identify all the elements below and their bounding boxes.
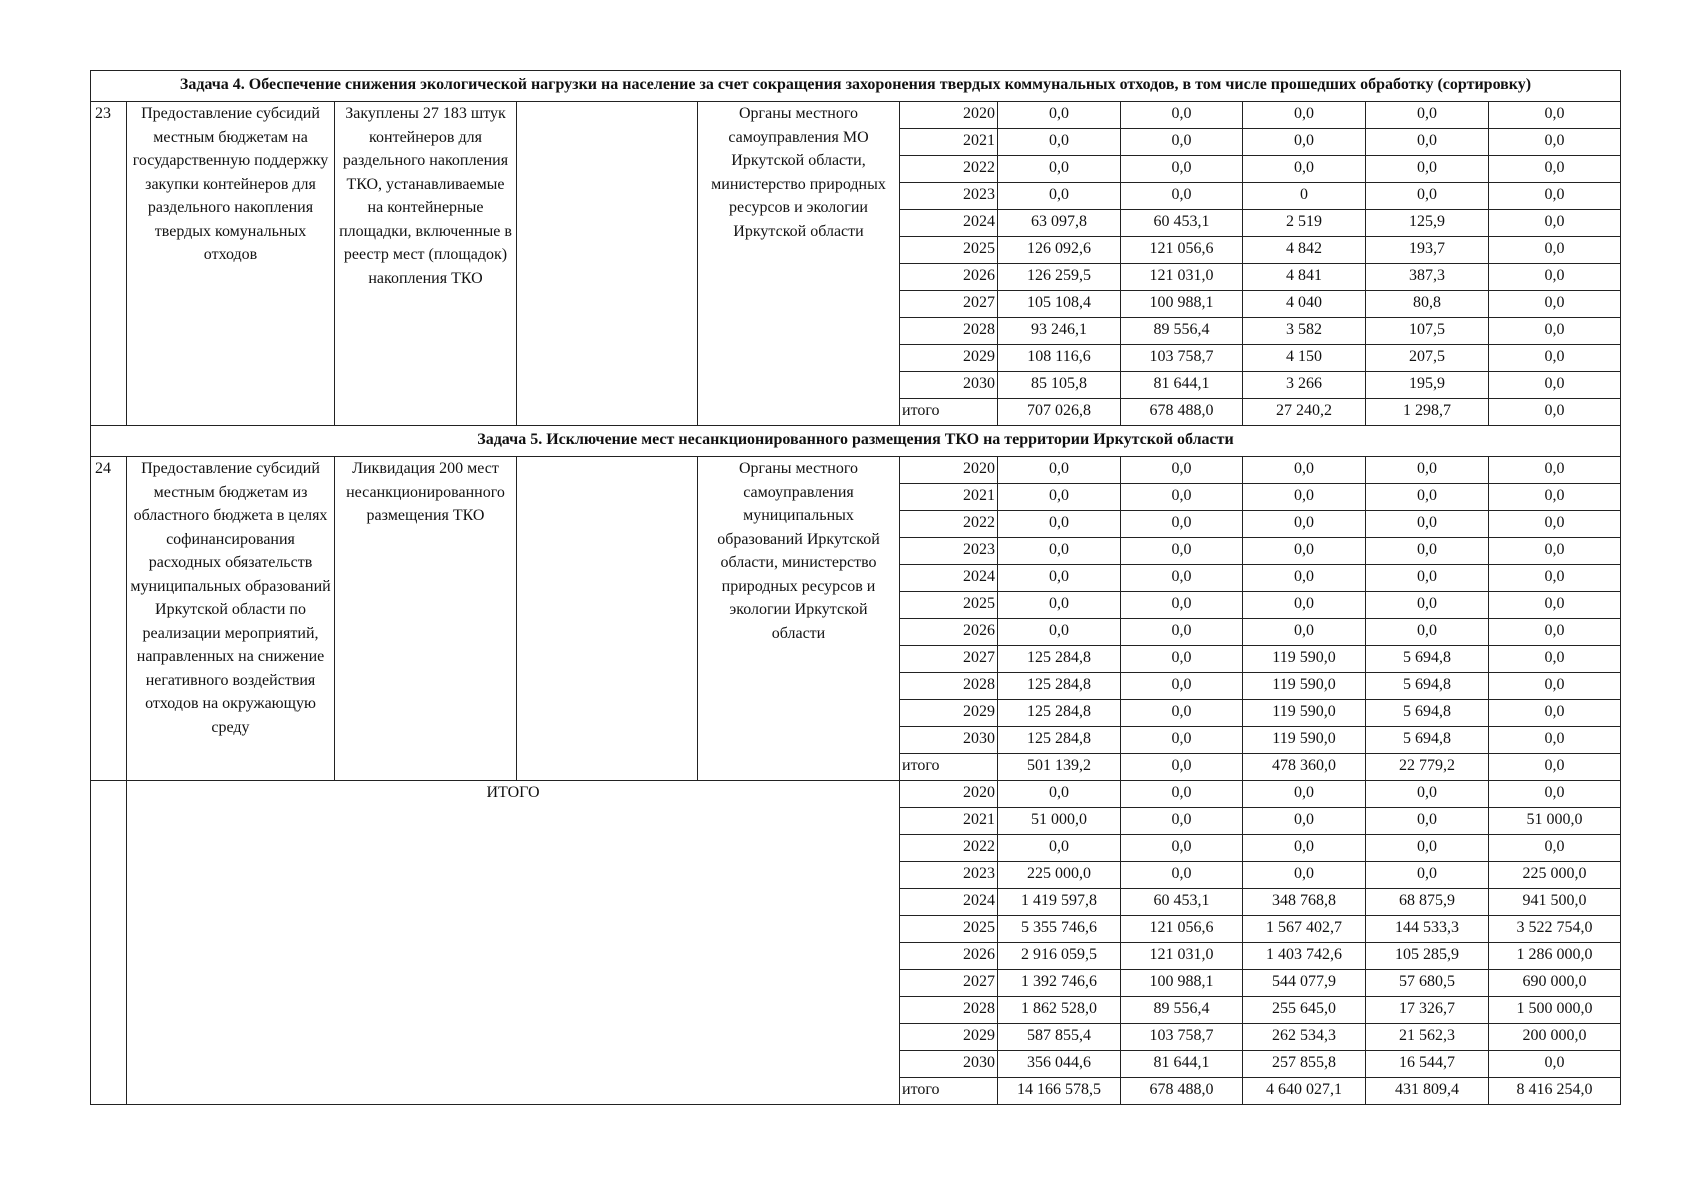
value-cell: 0,0 bbox=[1121, 102, 1243, 129]
value-cell: 1 403 742,6 bbox=[1243, 943, 1366, 970]
measure-result: Ликвидация 200 мест несанкционированного размещения ТКО bbox=[335, 457, 517, 781]
value-cell: 81 644,1 bbox=[1121, 1051, 1243, 1078]
year-cell: 2026 bbox=[900, 943, 998, 970]
year-cell: 2024 bbox=[900, 889, 998, 916]
value-cell: 0,0 bbox=[1243, 129, 1366, 156]
year-cell: 2021 bbox=[900, 129, 998, 156]
task5-title: Задача 5. Исключение мест несанкционированного размещения ТКО на территории Иркутской области bbox=[91, 426, 1621, 457]
year-cell: 2026 bbox=[900, 264, 998, 291]
value-cell: 0 bbox=[1243, 183, 1366, 210]
value-cell: 478 360,0 bbox=[1243, 754, 1366, 781]
value-cell: 1 500 000,0 bbox=[1489, 997, 1621, 1024]
value-cell: 0,0 bbox=[1489, 237, 1621, 264]
value-cell: 4 040 bbox=[1243, 291, 1366, 318]
measure-executor: Органы местного самоуправления МО Иркутской области, министерство природных ресурсов и экологии Иркутской области bbox=[698, 102, 900, 426]
value-cell: 89 556,4 bbox=[1121, 997, 1243, 1024]
value-cell: 126 259,5 bbox=[998, 264, 1121, 291]
year-cell: 2027 bbox=[900, 970, 998, 997]
value-cell: 262 534,3 bbox=[1243, 1024, 1366, 1051]
value-cell: 0,0 bbox=[1121, 727, 1243, 754]
value-cell: 121 031,0 bbox=[1121, 264, 1243, 291]
value-cell: 17 326,7 bbox=[1366, 997, 1489, 1024]
value-cell: 0,0 bbox=[1489, 538, 1621, 565]
value-cell: 16 544,7 bbox=[1366, 1051, 1489, 1078]
value-cell: 2 916 059,5 bbox=[998, 943, 1121, 970]
value-cell: 125 284,8 bbox=[998, 700, 1121, 727]
value-cell: 200 000,0 bbox=[1489, 1024, 1621, 1051]
value-cell: 0,0 bbox=[1121, 592, 1243, 619]
year-cell: 2024 bbox=[900, 565, 998, 592]
value-cell: 0,0 bbox=[998, 457, 1121, 484]
value-cell: 105 285,9 bbox=[1366, 943, 1489, 970]
value-cell: 678 488,0 bbox=[1121, 399, 1243, 426]
value-cell: 257 855,8 bbox=[1243, 1051, 1366, 1078]
value-cell: 0,0 bbox=[1489, 457, 1621, 484]
value-cell: 125 284,8 bbox=[998, 673, 1121, 700]
value-cell: 0,0 bbox=[1121, 808, 1243, 835]
year-cell: 2029 bbox=[900, 345, 998, 372]
table-body bbox=[91, 71, 1621, 1105]
value-cell: 1 862 528,0 bbox=[998, 997, 1121, 1024]
value-cell: 0,0 bbox=[1121, 156, 1243, 183]
year-cell: 2026 bbox=[900, 619, 998, 646]
value-cell: 0,0 bbox=[1121, 565, 1243, 592]
value-cell: 100 988,1 bbox=[1121, 291, 1243, 318]
value-cell: 387,3 bbox=[1366, 264, 1489, 291]
value-cell: 0,0 bbox=[1489, 291, 1621, 318]
value-cell: 80,8 bbox=[1366, 291, 1489, 318]
value-cell: 0,0 bbox=[1121, 781, 1243, 808]
value-cell: 225 000,0 bbox=[1489, 862, 1621, 889]
year-cell: 2025 bbox=[900, 237, 998, 264]
year-cell: 2029 bbox=[900, 700, 998, 727]
value-cell: 68 875,9 bbox=[1366, 889, 1489, 916]
value-cell: 587 855,4 bbox=[998, 1024, 1121, 1051]
year-cell: 2027 bbox=[900, 646, 998, 673]
value-cell: 0,0 bbox=[1121, 511, 1243, 538]
value-cell: 225 000,0 bbox=[998, 862, 1121, 889]
value-cell: 0,0 bbox=[1121, 484, 1243, 511]
value-cell: 121 056,6 bbox=[1121, 916, 1243, 943]
year-cell: 2028 bbox=[900, 673, 998, 700]
value-cell: 0,0 bbox=[1489, 484, 1621, 511]
value-cell: 89 556,4 bbox=[1121, 318, 1243, 345]
value-cell: 0,0 bbox=[1243, 781, 1366, 808]
value-cell: 0,0 bbox=[998, 565, 1121, 592]
year-cell: 2027 bbox=[900, 291, 998, 318]
value-cell: 0,0 bbox=[1121, 754, 1243, 781]
value-cell: 0,0 bbox=[1489, 619, 1621, 646]
value-cell: 0,0 bbox=[1366, 592, 1489, 619]
year-cell: 2021 bbox=[900, 808, 998, 835]
total-row bbox=[91, 781, 1621, 808]
value-cell: 51 000,0 bbox=[1489, 808, 1621, 835]
value-cell: 0,0 bbox=[1366, 538, 1489, 565]
value-cell: 255 645,0 bbox=[1243, 997, 1366, 1024]
value-cell: 121 056,6 bbox=[1121, 237, 1243, 264]
value-cell: 0,0 bbox=[1489, 1051, 1621, 1078]
value-cell: 0,0 bbox=[1366, 835, 1489, 862]
value-cell: 119 590,0 bbox=[1243, 646, 1366, 673]
value-cell: 5 694,8 bbox=[1366, 673, 1489, 700]
value-cell: 1 419 597,8 bbox=[998, 889, 1121, 916]
value-cell: 125 284,8 bbox=[998, 727, 1121, 754]
value-cell: 8 416 254,0 bbox=[1489, 1078, 1621, 1105]
year-cell: 2020 bbox=[900, 102, 998, 129]
value-cell: 0,0 bbox=[1243, 592, 1366, 619]
value-cell: 3 522 754,0 bbox=[1489, 916, 1621, 943]
year-cell: 2024 bbox=[900, 210, 998, 237]
value-cell: 0,0 bbox=[1366, 862, 1489, 889]
value-cell: 690 000,0 bbox=[1489, 970, 1621, 997]
value-cell: 60 453,1 bbox=[1121, 889, 1243, 916]
value-cell: 1 567 402,7 bbox=[1243, 916, 1366, 943]
value-cell: 0,0 bbox=[1121, 673, 1243, 700]
table-row bbox=[91, 102, 1621, 129]
value-cell: 0,0 bbox=[1243, 862, 1366, 889]
value-cell: 119 590,0 bbox=[1243, 673, 1366, 700]
value-cell: 678 488,0 bbox=[1121, 1078, 1243, 1105]
value-cell: 5 694,8 bbox=[1366, 646, 1489, 673]
value-cell: 0,0 bbox=[1489, 399, 1621, 426]
value-cell: 0,0 bbox=[1243, 511, 1366, 538]
year-cell: 2023 bbox=[900, 862, 998, 889]
value-cell: 0,0 bbox=[1121, 619, 1243, 646]
value-cell: 93 246,1 bbox=[998, 318, 1121, 345]
measure-name: Предоставление субсидий местным бюджетам из областного бюджета в целях софинансирования расходных обязательств муниципальных образований Иркутской области по реализации мероприятий, направленных на снижение негативного воздействия отходов на окружающую среду bbox=[127, 457, 335, 781]
year-cell: итого bbox=[900, 754, 998, 781]
value-cell: 0,0 bbox=[1366, 781, 1489, 808]
value-cell: 0,0 bbox=[1121, 457, 1243, 484]
value-cell: 0,0 bbox=[998, 781, 1121, 808]
value-cell: 0,0 bbox=[1366, 511, 1489, 538]
value-cell: 0,0 bbox=[1243, 538, 1366, 565]
value-cell: 0,0 bbox=[1489, 781, 1621, 808]
year-cell: 2021 bbox=[900, 484, 998, 511]
value-cell: 0,0 bbox=[1366, 808, 1489, 835]
year-cell: 2023 bbox=[900, 183, 998, 210]
value-cell: 0,0 bbox=[998, 835, 1121, 862]
year-cell: 2025 bbox=[900, 592, 998, 619]
value-cell: 103 758,7 bbox=[1121, 1024, 1243, 1051]
value-cell: 0,0 bbox=[1489, 102, 1621, 129]
value-cell: 0,0 bbox=[1366, 619, 1489, 646]
value-cell: 144 533,3 bbox=[1366, 916, 1489, 943]
year-cell: 2028 bbox=[900, 997, 998, 1024]
value-cell: 27 240,2 bbox=[1243, 399, 1366, 426]
value-cell: 501 139,2 bbox=[998, 754, 1121, 781]
value-cell: 0,0 bbox=[1489, 156, 1621, 183]
task4-title: Задача 4. Обеспечение снижения экологической нагрузки на население за счет сокращения захоронения твердых коммунальных отходов, в том числе прошедших обработку (сортировку) bbox=[91, 71, 1621, 102]
value-cell: 0,0 bbox=[1243, 156, 1366, 183]
value-cell: 0,0 bbox=[1366, 457, 1489, 484]
value-cell: 22 779,2 bbox=[1366, 754, 1489, 781]
value-cell: 0,0 bbox=[1121, 538, 1243, 565]
value-cell: 0,0 bbox=[1243, 102, 1366, 129]
value-cell: 0,0 bbox=[1121, 129, 1243, 156]
value-cell: 193,7 bbox=[1366, 237, 1489, 264]
value-cell: 431 809,4 bbox=[1366, 1078, 1489, 1105]
value-cell: 0,0 bbox=[1243, 835, 1366, 862]
value-cell: 81 644,1 bbox=[1121, 372, 1243, 399]
value-cell: 4 842 bbox=[1243, 237, 1366, 264]
value-cell: 4 150 bbox=[1243, 345, 1366, 372]
value-cell: 0,0 bbox=[1489, 183, 1621, 210]
year-cell: итого bbox=[900, 1078, 998, 1105]
value-cell: 0,0 bbox=[1489, 727, 1621, 754]
value-cell: 107,5 bbox=[1366, 318, 1489, 345]
value-cell: 85 105,8 bbox=[998, 372, 1121, 399]
year-cell: 2028 bbox=[900, 318, 998, 345]
value-cell: 707 026,8 bbox=[998, 399, 1121, 426]
funding-table bbox=[90, 70, 1621, 1105]
value-cell: 4 841 bbox=[1243, 264, 1366, 291]
value-cell: 100 988,1 bbox=[1121, 970, 1243, 997]
value-cell: 0,0 bbox=[1366, 129, 1489, 156]
value-cell: 103 758,7 bbox=[1121, 345, 1243, 372]
value-cell: 195,9 bbox=[1366, 372, 1489, 399]
value-cell: 0,0 bbox=[998, 156, 1121, 183]
value-cell: 0,0 bbox=[1489, 318, 1621, 345]
value-cell: 0,0 bbox=[998, 592, 1121, 619]
value-cell: 0,0 bbox=[1243, 457, 1366, 484]
value-cell: 0,0 bbox=[998, 538, 1121, 565]
year-cell: итого bbox=[900, 399, 998, 426]
empty-cell bbox=[517, 457, 698, 781]
value-cell: 0,0 bbox=[1366, 102, 1489, 129]
value-cell: 0,0 bbox=[1489, 646, 1621, 673]
year-cell: 2030 bbox=[900, 727, 998, 754]
value-cell: 0,0 bbox=[1489, 700, 1621, 727]
table-row bbox=[91, 457, 1621, 484]
value-cell: 5 355 746,6 bbox=[998, 916, 1121, 943]
year-cell: 2025 bbox=[900, 916, 998, 943]
value-cell: 4 640 027,1 bbox=[1243, 1078, 1366, 1105]
value-cell: 14 166 578,5 bbox=[998, 1078, 1121, 1105]
year-cell: 2030 bbox=[900, 1051, 998, 1078]
year-cell: 2020 bbox=[900, 457, 998, 484]
value-cell: 0,0 bbox=[1366, 183, 1489, 210]
value-cell: 1 392 746,6 bbox=[998, 970, 1121, 997]
value-cell: 0,0 bbox=[998, 511, 1121, 538]
value-cell: 0,0 bbox=[1121, 183, 1243, 210]
value-cell: 0,0 bbox=[1121, 646, 1243, 673]
value-cell: 0,0 bbox=[1489, 511, 1621, 538]
value-cell: 0,0 bbox=[1489, 592, 1621, 619]
empty-cell bbox=[517, 102, 698, 426]
value-cell: 0,0 bbox=[1243, 565, 1366, 592]
value-cell: 356 044,6 bbox=[998, 1051, 1121, 1078]
program-table-sheet bbox=[90, 70, 1621, 1105]
value-cell: 0,0 bbox=[1243, 808, 1366, 835]
value-cell: 941 500,0 bbox=[1489, 889, 1621, 916]
value-cell: 121 031,0 bbox=[1121, 943, 1243, 970]
value-cell: 0,0 bbox=[1489, 210, 1621, 237]
value-cell: 125 284,8 bbox=[998, 646, 1121, 673]
value-cell: 0,0 bbox=[1489, 565, 1621, 592]
measure-name: Предоставление субсидий местным бюджетам на государственную поддержку закупки контейнеров для раздельного накопления твердых комунальных отходов bbox=[127, 102, 335, 426]
value-cell: 63 097,8 bbox=[998, 210, 1121, 237]
task5-header-row bbox=[91, 426, 1621, 457]
value-cell: 108 116,6 bbox=[998, 345, 1121, 372]
value-cell: 21 562,3 bbox=[1366, 1024, 1489, 1051]
value-cell: 51 000,0 bbox=[998, 808, 1121, 835]
value-cell: 0,0 bbox=[1121, 835, 1243, 862]
value-cell: 0,0 bbox=[1366, 565, 1489, 592]
value-cell: 3 582 bbox=[1243, 318, 1366, 345]
value-cell: 0,0 bbox=[1366, 484, 1489, 511]
value-cell: 0,0 bbox=[1121, 862, 1243, 889]
value-cell: 0,0 bbox=[1489, 372, 1621, 399]
year-cell: 2029 bbox=[900, 1024, 998, 1051]
total-label: ИТОГО bbox=[127, 781, 900, 1105]
value-cell: 0,0 bbox=[998, 484, 1121, 511]
measure-result: Закуплены 27 183 штук контейнеров для раздельного накопления ТКО, устанавливаемые на контейнерные площадки, включенные в реестр мест (площадок) накопления ТКО bbox=[335, 102, 517, 426]
value-cell: 1 286 000,0 bbox=[1489, 943, 1621, 970]
value-cell: 125,9 bbox=[1366, 210, 1489, 237]
value-cell: 1 298,7 bbox=[1366, 399, 1489, 426]
value-cell: 0,0 bbox=[1121, 700, 1243, 727]
year-cell: 2022 bbox=[900, 511, 998, 538]
value-cell: 119 590,0 bbox=[1243, 727, 1366, 754]
value-cell: 207,5 bbox=[1366, 345, 1489, 372]
value-cell: 0,0 bbox=[998, 102, 1121, 129]
measure-executor: Органы местного самоуправления муниципальных образований Иркутской области, министерство природных ресурсов и экологии Иркутской области bbox=[698, 457, 900, 781]
value-cell: 0,0 bbox=[1243, 619, 1366, 646]
value-cell: 0,0 bbox=[998, 619, 1121, 646]
total-empty-cell bbox=[91, 781, 127, 1105]
value-cell: 348 768,8 bbox=[1243, 889, 1366, 916]
value-cell: 5 694,8 bbox=[1366, 700, 1489, 727]
value-cell: 0,0 bbox=[1489, 835, 1621, 862]
value-cell: 60 453,1 bbox=[1121, 210, 1243, 237]
value-cell: 2 519 bbox=[1243, 210, 1366, 237]
value-cell: 119 590,0 bbox=[1243, 700, 1366, 727]
year-cell: 2030 bbox=[900, 372, 998, 399]
value-cell: 544 077,9 bbox=[1243, 970, 1366, 997]
value-cell: 0,0 bbox=[1489, 264, 1621, 291]
value-cell: 57 680,5 bbox=[1366, 970, 1489, 997]
value-cell: 105 108,4 bbox=[998, 291, 1121, 318]
value-cell: 0,0 bbox=[1366, 156, 1489, 183]
year-cell: 2020 bbox=[900, 781, 998, 808]
value-cell: 0,0 bbox=[1489, 673, 1621, 700]
row-number: 23 bbox=[91, 102, 127, 426]
value-cell: 5 694,8 bbox=[1366, 727, 1489, 754]
task4-header-row bbox=[91, 71, 1621, 102]
value-cell: 0,0 bbox=[1243, 484, 1366, 511]
value-cell: 126 092,6 bbox=[998, 237, 1121, 264]
year-cell: 2023 bbox=[900, 538, 998, 565]
year-cell: 2022 bbox=[900, 156, 998, 183]
year-cell: 2022 bbox=[900, 835, 998, 862]
value-cell: 3 266 bbox=[1243, 372, 1366, 399]
value-cell: 0,0 bbox=[1489, 129, 1621, 156]
value-cell: 0,0 bbox=[998, 183, 1121, 210]
value-cell: 0,0 bbox=[1489, 754, 1621, 781]
value-cell: 0,0 bbox=[1489, 345, 1621, 372]
value-cell: 0,0 bbox=[998, 129, 1121, 156]
row-number: 24 bbox=[91, 457, 127, 781]
